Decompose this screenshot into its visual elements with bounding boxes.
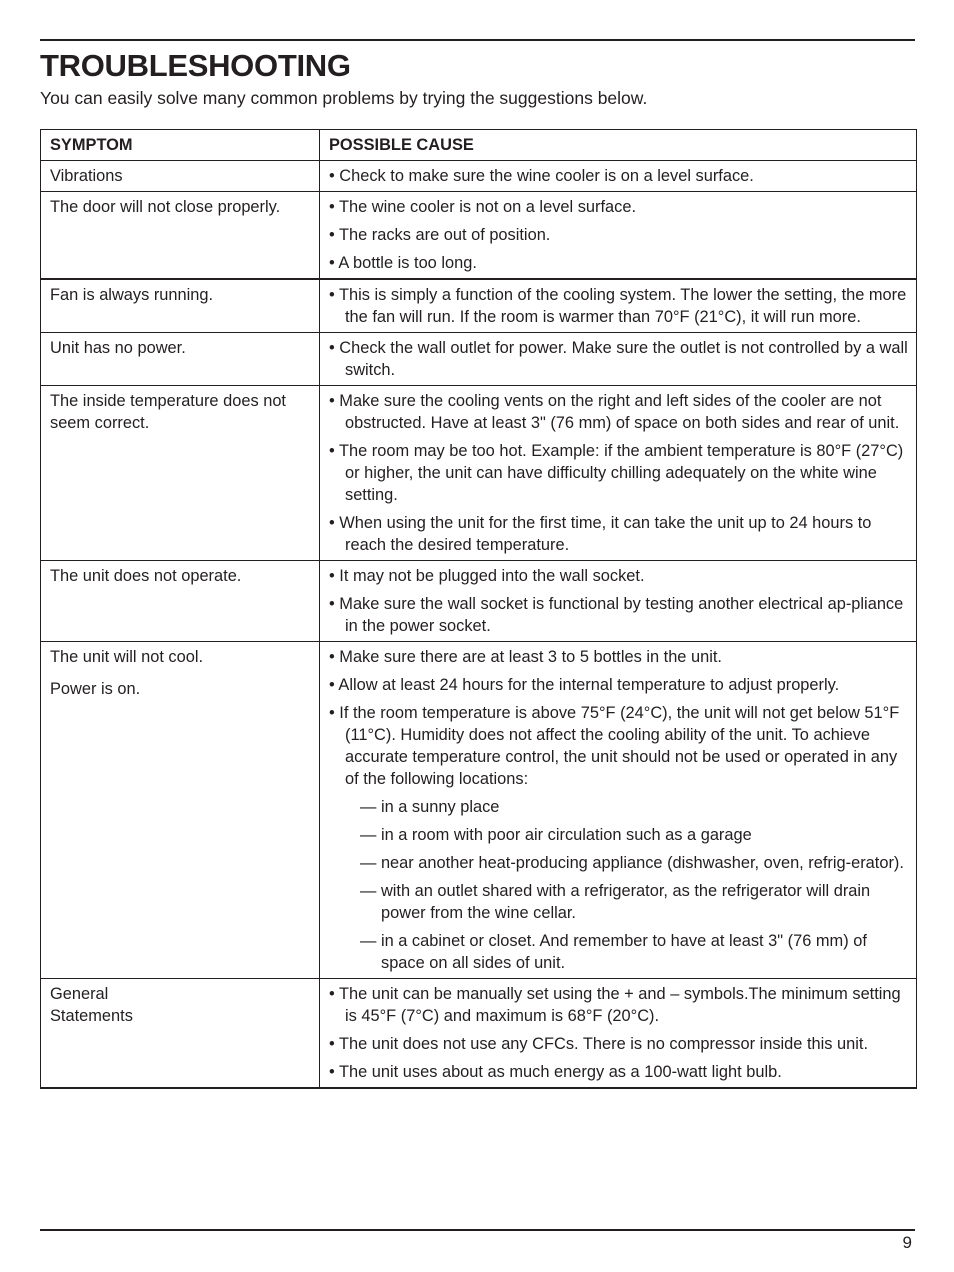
symptom-text: The unit will not cool. — [50, 648, 204, 666]
cause-cell — [320, 386, 917, 561]
symptom-text: The inside temperature does not seem correct. — [50, 392, 286, 432]
table-row — [41, 642, 917, 979]
page-number: 9 — [902, 1233, 912, 1252]
symptom-header: SYMPTOM — [41, 130, 320, 161]
table-header-row — [41, 130, 917, 161]
troubleshooting-table — [40, 129, 917, 1089]
symptom-cell — [41, 192, 320, 280]
cause-cell — [320, 979, 917, 1089]
location-item: — near another heat-producing appliance (dishwasher, oven, refrig-erator). — [360, 854, 904, 872]
cause-item: • The wine cooler is not on a level surface. — [329, 198, 637, 216]
cause-item: • This is simply a function of the cooling system. The lower the setting, the more the fan will run. If the room is warmer than 70°F (21°C), it will run more. — [329, 286, 907, 326]
top-rule — [40, 39, 915, 41]
symptom-cell — [41, 161, 320, 192]
symptom-cell — [41, 561, 320, 642]
cause-item: • The unit does not use any CFCs. There is no compressor inside this unit. — [329, 1035, 869, 1053]
symptom-text: Vibrations — [50, 167, 123, 185]
cause-item: • If the room temperature is above 75°F (24°C), the unit will not get below 51°F (11°C). Humidity does not affect the cooling ability of the unit. To achieve accurate temperature control, the unit should not be used or operated in any of the following locations: — [329, 704, 900, 788]
cause-cell — [320, 642, 917, 979]
cause-cell — [320, 279, 917, 333]
cause-cell — [320, 333, 917, 386]
location-item: — with an outlet shared with a refrigerator, as the refrigerator will drain power from the wine cellar. — [360, 882, 871, 922]
cause-item: • The unit can be manually set using the + and – symbols.The minimum setting is 45°F (7°C) and maximum is 68°F (20°C). — [329, 985, 901, 1025]
table-row — [41, 979, 917, 1089]
cause-header: POSSIBLE CAUSE — [320, 130, 917, 161]
table-row — [41, 279, 917, 333]
intro-text: You can easily solve many common problems by trying the suggestions below. — [40, 88, 648, 108]
symptom-text: General Statements — [50, 985, 133, 1025]
cause-item: • Check to make sure the wine cooler is on a level surface. — [329, 167, 754, 185]
symptom-cell — [41, 386, 320, 561]
location-item: — in a cabinet or closet. And remember to have at least 3" (76 mm) of space on all sides of unit. — [360, 932, 867, 972]
symptom-cell — [41, 279, 320, 333]
cause-item: • Make sure the cooling vents on the right and left sides of the cooler are not obstructed. Have at least 3" (76 mm) of space on both sides and rear of unit. — [329, 392, 900, 432]
cause-item: • Make sure there are at least 3 to 5 bottles in the unit. — [329, 648, 722, 666]
cause-item: • The room may be too hot. Example: if the ambient temperature is 80°F (27°C) or higher, the unit can have difficulty chilling adequately on the white wine setting. — [329, 442, 904, 504]
cause-item: • Check the wall outlet for power. Make sure the outlet is not controlled by a wall switch. — [329, 339, 908, 379]
table-row — [41, 386, 917, 561]
cause-cell — [320, 561, 917, 642]
symptom-cell — [41, 979, 320, 1089]
bottom-rule — [40, 1229, 915, 1231]
table-row — [41, 561, 917, 642]
symptom-cell — [41, 642, 320, 979]
cause-item: • The unit uses about as much energy as a 100-watt light bulb. — [329, 1063, 782, 1081]
symptom-cell — [41, 333, 320, 386]
symptom-text: Unit has no power. — [50, 339, 186, 357]
cause-item: • Allow at least 24 hours for the internal temperature to adjust properly. — [329, 676, 840, 694]
cause-item: • A bottle is too long. — [329, 254, 477, 272]
symptom-text: The unit does not operate. — [50, 567, 242, 585]
table-row — [41, 192, 917, 280]
cause-item: • The racks are out of position. — [329, 226, 551, 244]
cause-cell — [320, 192, 917, 280]
cause-item: • Make sure the wall socket is functional by testing another electrical ap-pliance in the power socket. — [329, 595, 904, 635]
location-item: — in a sunny place — [360, 798, 500, 816]
cause-cell — [320, 161, 917, 192]
table-row — [41, 333, 917, 386]
cause-item: • When using the unit for the first time, it can take the unit up to 24 hours to reach the desired temperature. — [329, 514, 872, 554]
symptom-text: Power is on. — [50, 680, 141, 698]
table-row — [41, 161, 917, 192]
cause-item: • It may not be plugged into the wall socket. — [329, 567, 645, 585]
symptom-text: The door will not close properly. — [50, 198, 281, 216]
symptom-text: Fan is always running. — [50, 286, 214, 304]
location-item: — in a room with poor air circulation such as a garage — [360, 826, 752, 844]
page-title: TROUBLESHOOTING — [40, 48, 351, 83]
